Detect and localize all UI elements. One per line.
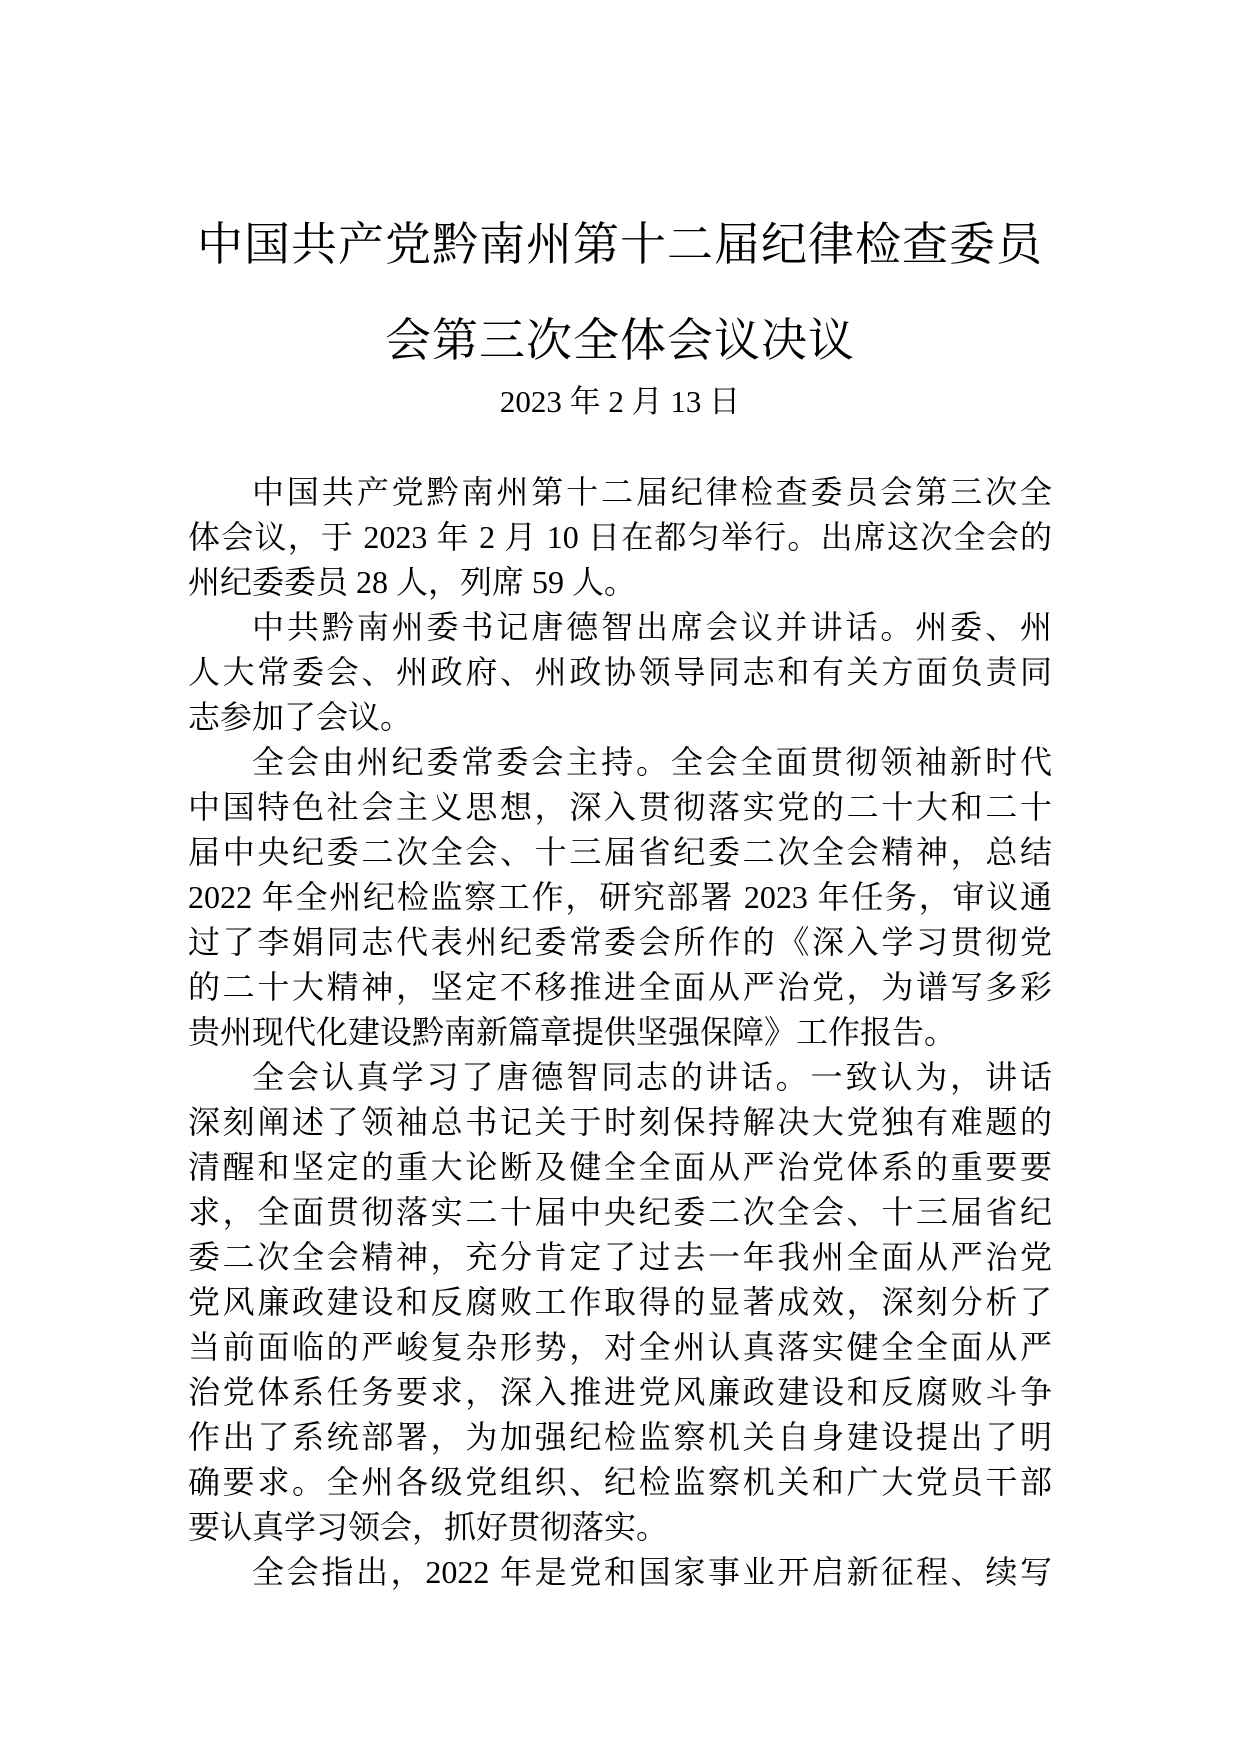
paragraph-2-line: 人大常委会、州政府、州政协领导同志和有关方面负责同 [188, 654, 1052, 690]
paragraph-4-line: 深刻阐述了领袖总书记关于时刻保持解决大党独有难题的 [188, 1104, 1052, 1140]
paragraph-2-line: 中共黔南州委书记唐德智出席会议并讲话。州委、州 [252, 609, 1052, 645]
paragraph-4-line: 作出了系统部署，为加强纪检监察机关自身建设提出了明 [188, 1419, 1052, 1455]
paragraph-3-line: 届中央纪委二次全会、十三届省纪委二次全会精神，总结 [188, 834, 1052, 870]
document-title-line-1: 中国共产党黔南州第十二届纪律检查委员 [197, 217, 1043, 271]
paragraph-1-line: 体会议，于 2023 年 2 月 10 日在都匀举行。出席这次全会的 [188, 519, 1052, 555]
paragraph-4-line: 委二次全会精神，充分肯定了过去一年我州全面从严治党 [188, 1239, 1052, 1275]
paragraph-3-line: 的二十大精神，坚定不移推进全面从严治党，为谱写多彩 [188, 969, 1052, 1005]
paragraph-4-line: 清醒和坚定的重大论断及健全全面从严治党体系的重要要 [188, 1149, 1052, 1185]
paragraph-4-line: 求，全面贯彻落实二十届中央纪委二次全会、十三届省纪 [188, 1194, 1052, 1230]
document-body [188, 470, 1052, 1595]
paragraph-4-line: 要认真学习领会，抓好贯彻落实。 [188, 1509, 669, 1545]
document-title-line-2: 会第三次全体会议决议 [385, 313, 855, 367]
paragraph-3-line: 中国特色社会主义思想，深入贯彻落实党的二十大和二十 [188, 789, 1052, 825]
paragraph-3-line: 过了李娟同志代表州纪委常委会所作的《深入学习贯彻党 [188, 924, 1052, 960]
paragraph-4-line: 全会认真学习了唐德智同志的讲话。一致认为，讲话 [252, 1059, 1052, 1095]
paragraph-4-line: 当前面临的严峻复杂形势，对全州认真落实健全全面从严 [188, 1329, 1052, 1365]
paragraph-1-line: 州纪委委员 28 人，列席 59 人。 [188, 564, 637, 600]
paragraph-4-line: 治党体系任务要求，深入推进党风廉政建设和反腐败斗争 [188, 1374, 1052, 1410]
paragraph-2-line: 志参加了会议。 [188, 699, 413, 735]
paragraph-5-line: 全会指出，2022 年是党和国家事业开启新征程、续写 [252, 1554, 1052, 1590]
paragraph-4-line: 党风廉政建设和反腐败工作取得的显著成效，深刻分析了 [188, 1284, 1052, 1320]
paragraph-3-line: 全会由州纪委常委会主持。全会全面贯彻领袖新时代 [252, 744, 1052, 780]
paragraph-1-line: 中国共产党黔南州第十二届纪律检查委员会第三次全 [252, 474, 1052, 510]
document-date: 2023 年 2 月 13 日 [499, 384, 741, 419]
paragraph-3-line: 2022 年全州纪检监察工作，研究部署 2023 年任务，审议通 [188, 879, 1052, 915]
paragraph-4-line: 确要求。全州各级党组织、纪检监察机关和广大党员干部 [188, 1464, 1052, 1500]
paragraph-3-line: 贵州现代化建设黔南新篇章提供坚强保障》工作报告。 [188, 1014, 957, 1050]
